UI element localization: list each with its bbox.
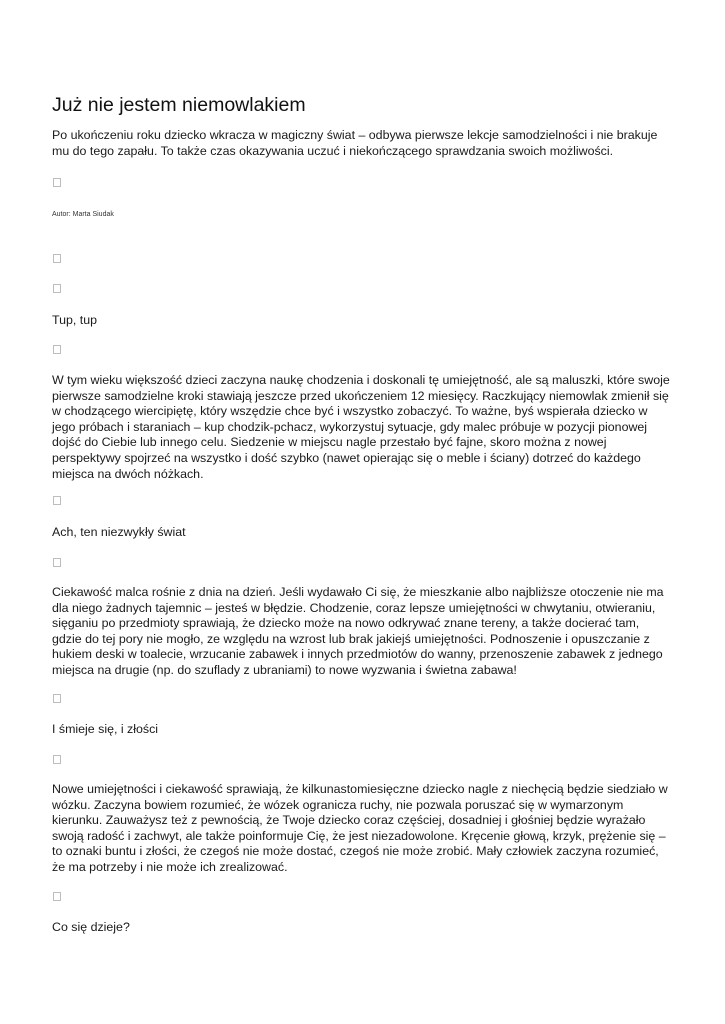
section-body: Nowe umiejętności i ciekawość sprawiają, że kilkunastomiesięczne dziecko nagle z niechęcią będzie siedziało w wózku. Zaczyna bowiem rozumieć, że wózek ogranicza ruchy, nie pozwala poruszać się w wymarzonym kierunku. Zauważysz też z pewnością, że Twoje dziecko coraz częściej, dosadniej i głośniej będzie wyrażało swoją radość i zachwyt, ale także poinformuje Cię, że jest niezadowolone. Kręcenie głową, krzyk, prężenie się – to oznaki buntu i złości, że czegoś nie może dostać, czegoś nie może zrobić. Mały człowiek zaczyna rozumieć, że ma potrzeby i nie może ich zrealizować. <box>52 782 668 874</box>
missing-image-icon <box>53 496 61 505</box>
missing-image-icon <box>53 254 61 263</box>
missing-image-icon <box>53 178 61 187</box>
missing-image-icon <box>53 892 61 901</box>
section-body: W tym wieku większość dzieci zaczyna naukę chodzenia i doskonali tę umiejętność, ale są maluszki, które swoje pierwsze samodzielne kroki stawiają jeszcze przed ukończeniem 12 miesięcy. Raczkujący niemowlak zmienił się w chodzącego wiercipiętę, który wszędzie chce być i wszystko zobaczyć. To ważne, byś wspierała dziecko w jego próbach i staraniach – kup chodzik-pchacz, wykorzystuj sytuacje, gdy malec próbuje w pozycji pionowej dojść do Ciebie lub innego celu. Siedzenie w miejscu nagle przestało być fajne, skoro można z nowej perspektywy spojrzeć na wszystko i dość szybko (nawet opierając się o meble i ściany) dotrzeć do każdego miejsca na dwóch nóżkach. <box>52 373 670 481</box>
missing-image-icon <box>53 284 61 293</box>
missing-image-icon <box>53 694 61 703</box>
article-lead: Po ukończeniu roku dziecko wkracza w magiczny świat – odbywa pierwsze lekcje samodzielności i nie brakuje mu do tego zapału. To także czas okazywania uczuć i niekończącego sprawdzania swoich możliwości. <box>52 128 658 158</box>
missing-image-icon <box>53 755 61 764</box>
section-heading: Tup, tup <box>52 313 98 327</box>
article-author: Autor: Marta Siudak <box>52 211 114 218</box>
section-heading: Ach, ten niezwykły świat <box>52 525 186 539</box>
missing-image-icon <box>53 345 61 354</box>
missing-image-icon <box>53 558 61 567</box>
section-heading: Co się dzieje? <box>52 920 130 934</box>
section-body: Ciekawość malca rośnie z dnia na dzień. Jeśli wydawało Ci się, że mieszkanie albo najbliższe otoczenie nie ma dla niego żadnych tajemnic – jesteś w błędzie. Chodzenie, coraz lepsze umiejętności w chwytaniu, otwieraniu, sięganiu po przedmioty sprawiają, że dziecko może na nowo odkrywać znane tereny, a także docierać tam, gdzie do tej pory nie mogło, ze względu na wzrost lub brak jakiejś umiejętności. Podnoszenie i opuszczanie z hukiem deski w toalecie, wrzucanie zabawek i innych przedmiotów do wanny, przenoszenie zabawek z jednego miejsca na drugie (np. do szuflady z ubraniami) to nowe wyzwania i świetna zabawa! <box>52 585 664 677</box>
article-title: Już nie jestem niemowlakiem <box>52 94 306 116</box>
section-heading: I śmieje się, i złości <box>52 722 159 736</box>
